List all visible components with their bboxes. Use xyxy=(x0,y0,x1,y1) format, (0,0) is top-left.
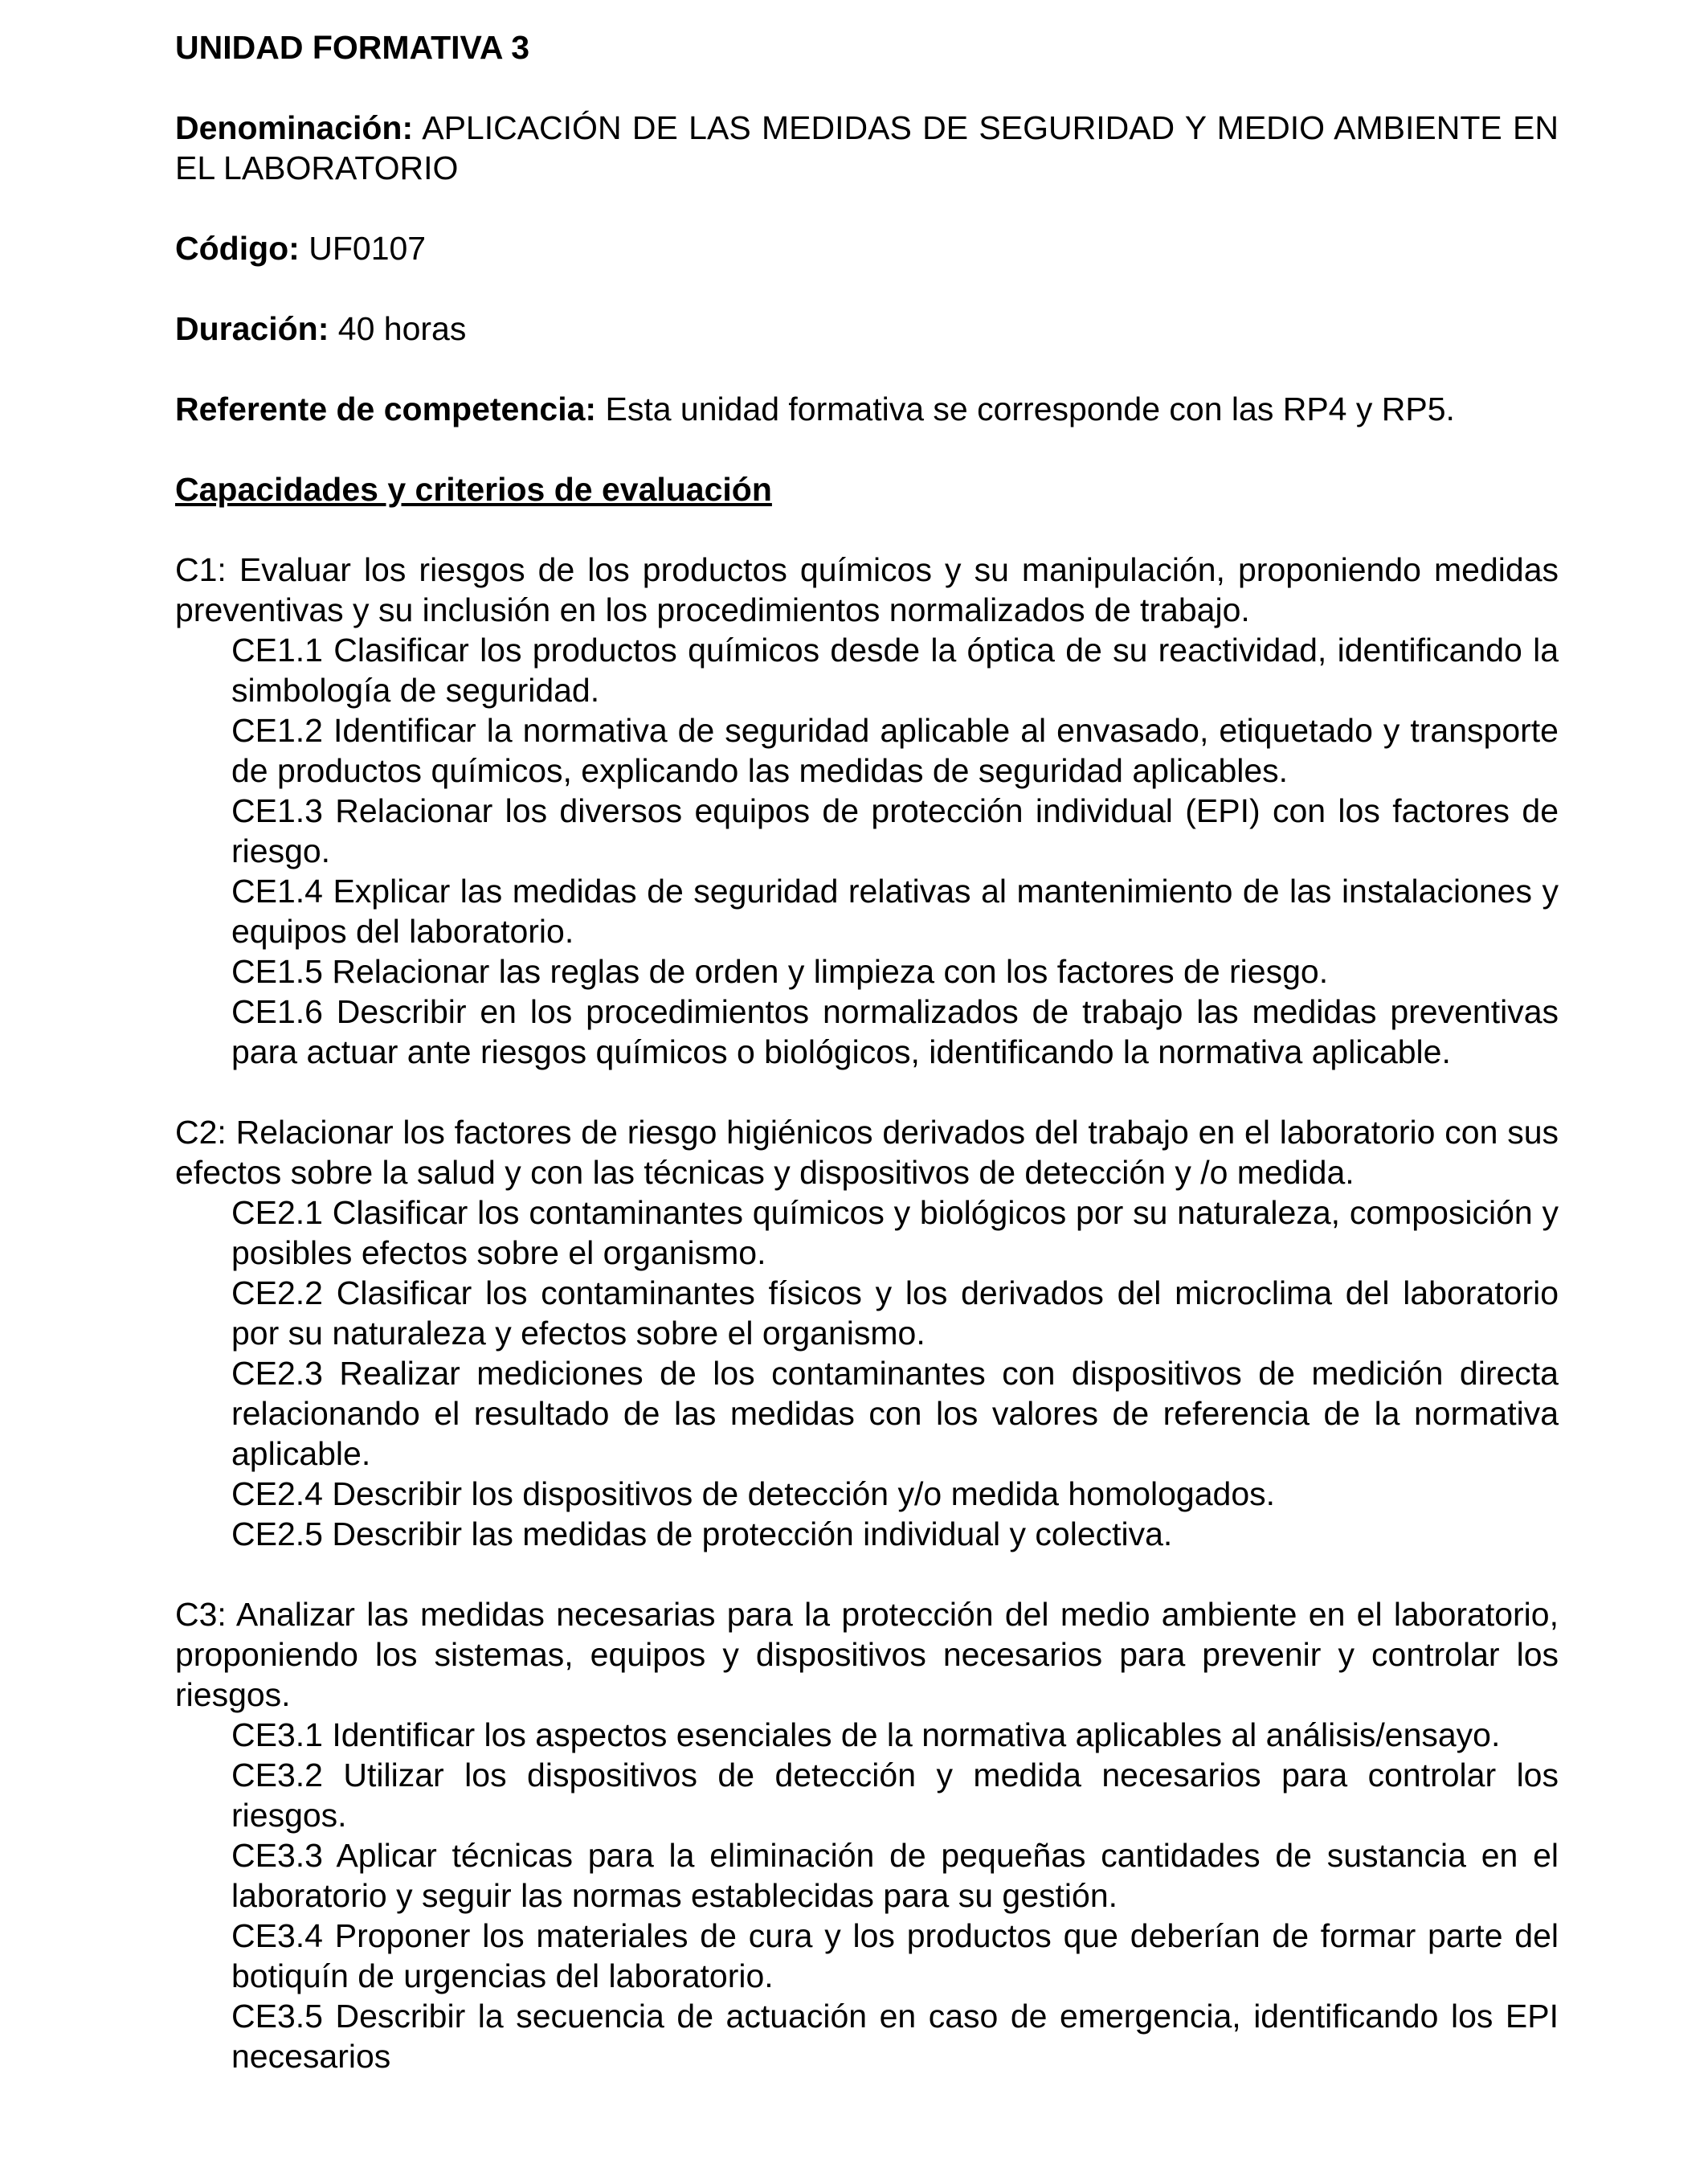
duracion-field xyxy=(175,309,1559,349)
unit-title: UNIDAD FORMATIVA 3 xyxy=(175,29,530,66)
referente-field xyxy=(175,389,1559,429)
criterion-item: CE3.4 Proponer los materiales de cura y los productos que deberían de formar parte del botiquín de urgencias del laboratorio. xyxy=(231,1917,1559,1994)
criterion-item: CE1.3 Relacionar los diversos equipos de protección individual (EPI) con los factores de riesgo. xyxy=(231,792,1559,869)
capacity-text: C2: Relacionar los factores de riesgo higiénicos derivados del trabajo en el laboratorio con sus efectos sobre la salud y con las técnicas y dispositivos de detección y /o medida. xyxy=(175,1114,1559,1191)
denominacion-field xyxy=(175,108,1559,188)
denominacion-value: APLICACIÓN DE LAS MEDIDAS DE SEGURIDAD Y MEDIO AMBIENTE EN EL LABORATORIO xyxy=(175,109,1559,186)
criterion-item: CE2.4 Describir los dispositivos de detección y/o medida homologados. xyxy=(231,1475,1276,1512)
criterion-item: CE3.1 Identificar los aspectos esenciales de la normativa aplicables al análisis/ensayo. xyxy=(231,1716,1501,1753)
criterion-item: CE2.3 Realizar mediciones de los contaminantes con dispositivos de medición directa relacionando el resultado de las medidas con los valores de referencia de la normativa aplicable. xyxy=(231,1355,1559,1472)
referente-value: Esta unidad formativa se corresponde con las RP4 y RP5. xyxy=(605,391,1455,427)
duracion-label: Duración: xyxy=(175,310,329,347)
criterion-item: CE1.4 Explicar las medidas de seguridad relativas al mantenimiento de las instalaciones y equipos del laboratorio. xyxy=(231,873,1559,950)
capacity-c1 xyxy=(175,550,1559,1072)
criterion-item: CE1.6 Describir en los procedimientos normalizados de trabajo las medidas preventivas para actuar ante riesgos químicos o biológicos, identificando la normativa aplicable. xyxy=(231,993,1559,1070)
criterion-item: CE1.1 Clasificar los productos químicos desde la óptica de su reactividad, identificando la simbología de seguridad. xyxy=(231,632,1559,709)
duracion-value: 40 horas xyxy=(337,310,467,347)
capacity-c3 xyxy=(175,1594,1559,2076)
capacity-text: C3: Analizar las medidas necesarias para la protección del medio ambiente en el laboratorio, proponiendo los sistemas, equipos y dispositivos necesarios para prevenir y controlar los riesgos. xyxy=(175,1596,1559,1713)
criterion-item: CE2.5 Describir las medidas de protección individual y colectiva. xyxy=(231,1515,1173,1552)
section-heading: Capacidades y criterios de evaluación xyxy=(175,471,772,508)
criterion-item: CE1.5 Relacionar las reglas de orden y limpieza con los factores de riesgo. xyxy=(231,953,1329,990)
capacity-c2 xyxy=(175,1112,1559,1554)
codigo-label: Código: xyxy=(175,230,300,267)
criterion-item: CE3.5 Describir la secuencia de actuación en caso de emergencia, identificando los EPI necesarios xyxy=(231,1998,1559,2075)
capacity-text: C1: Evaluar los riesgos de los productos químicos y su manipulación, proponiendo medidas preventivas y su inclusión en los procedimientos normalizados de trabajo. xyxy=(175,551,1559,628)
criterion-item: CE3.3 Aplicar técnicas para la eliminación de pequeñas cantidades de sustancia en el laboratorio y seguir las normas establecidas para su gestión. xyxy=(231,1837,1559,1914)
referente-label: Referente de competencia: xyxy=(175,391,597,427)
document-page xyxy=(175,27,1559,2117)
criterion-item: CE2.2 Clasificar los contaminantes físicos y los derivados del microclima del laboratorio por su naturaleza y efectos sobre el organismo. xyxy=(231,1274,1559,1352)
codigo-value: UF0107 xyxy=(309,230,427,267)
denominacion-label: Denominación: xyxy=(175,109,414,146)
criterion-item: CE3.2 Utilizar los dispositivos de detección y medida necesarios para controlar los riesgos. xyxy=(231,1757,1559,1834)
criterion-item: CE2.1 Clasificar los contaminantes químicos y biológicos por su naturaleza, composición y posibles efectos sobre el organismo. xyxy=(231,1194,1559,1271)
criterion-item: CE1.2 Identificar la normativa de seguridad aplicable al envasado, etiquetado y transporte de productos químicos, explicando las medidas de seguridad aplicables. xyxy=(231,712,1559,789)
codigo-field xyxy=(175,228,1559,268)
